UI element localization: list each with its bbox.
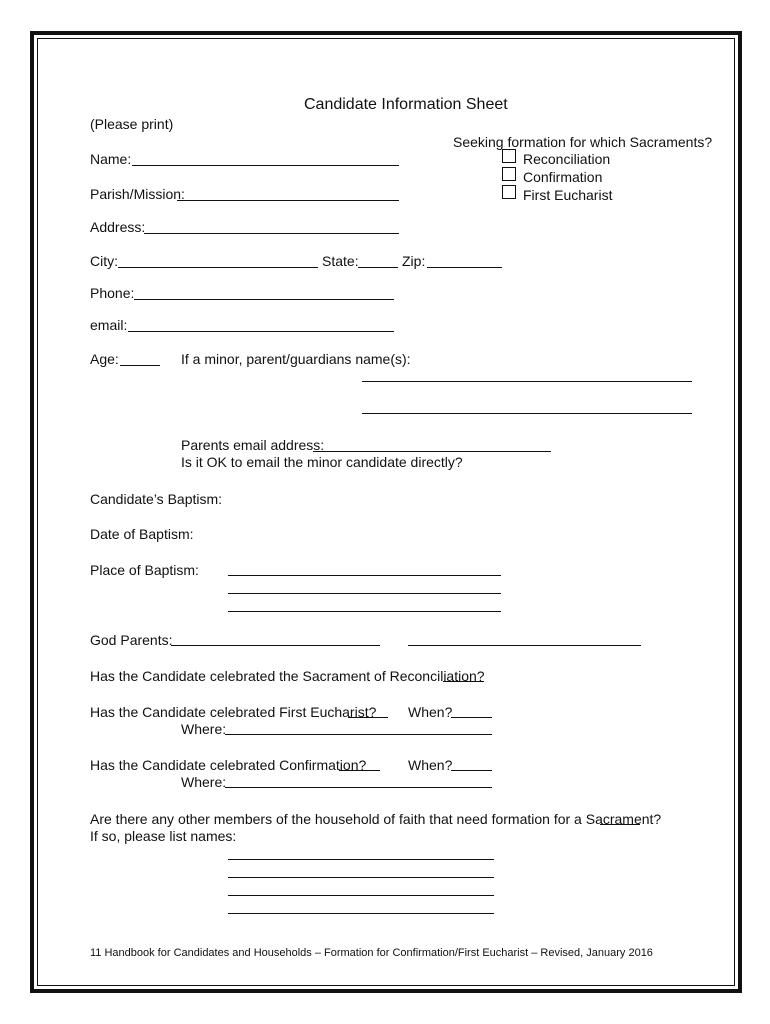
parents-email-field[interactable] <box>313 451 551 452</box>
sacraments-heading: Seeking formation for which Sacraments? <box>453 134 713 150</box>
first-eucharist-question: Has the Candidate celebrated First Eucharist? <box>90 704 377 720</box>
phone-field[interactable] <box>134 299 394 300</box>
baptism-label: Candidate’s Baptism: <box>90 491 223 507</box>
reconciliation-question: Has the Candidate celebrated the Sacrament of Reconciliation? <box>90 668 485 684</box>
name-label: Name: <box>90 151 132 167</box>
zip-field[interactable] <box>427 267 502 268</box>
parish-label: Parish/Mission: <box>90 186 185 202</box>
address-field[interactable] <box>144 233 399 234</box>
god-parents-label: God Parents: <box>90 632 173 648</box>
household-name-field-1[interactable] <box>228 859 494 860</box>
guardian-name-field-2[interactable] <box>362 413 692 414</box>
city-label: City: <box>90 253 118 269</box>
email-label: email: <box>90 317 128 333</box>
confirmation-when-label: When? <box>408 757 453 773</box>
baptism-place-label: Place of Baptism: <box>90 562 199 578</box>
first-eucharist-label: First Eucharist <box>523 187 613 203</box>
confirmation-when-field[interactable] <box>451 770 492 771</box>
reconciliation-label: Reconciliation <box>523 151 611 167</box>
first-eucharist-where-field[interactable] <box>225 734 492 735</box>
confirmation-answer-field[interactable] <box>339 770 380 771</box>
first-eucharist-checkbox[interactable] <box>502 185 516 199</box>
phone-label: Phone: <box>90 285 135 301</box>
confirmation-label: Confirmation <box>523 169 603 185</box>
god-parent-field-2[interactable] <box>408 645 641 646</box>
first-eucharist-when-field[interactable] <box>451 717 492 718</box>
list-names-label: If so, please list names: <box>90 828 237 844</box>
guardian-label: If a minor, parent/guardians name(s): <box>181 351 411 367</box>
first-eucharist-where-label: Where: <box>181 721 227 737</box>
address-label: Address: <box>90 219 146 235</box>
reconciliation-answer-field[interactable] <box>443 681 484 682</box>
guardian-name-field-1[interactable] <box>362 381 692 382</box>
confirmation-where-field[interactable] <box>225 787 492 788</box>
page-footer: 11 Handbook for Candidates and Households – Formation for Confirmation/First Eucharist – Revised, January 2016 <box>90 947 653 959</box>
confirmation-question: Has the Candidate celebrated Confirmation? <box>90 757 367 773</box>
household-name-field-4[interactable] <box>228 913 494 914</box>
state-label: State: <box>322 253 359 269</box>
confirmation-where-label: Where: <box>181 774 227 790</box>
household-name-field-3[interactable] <box>228 895 494 896</box>
parents-email-label: Parents email address: <box>181 437 325 453</box>
please-print-note: (Please print) <box>90 116 174 132</box>
ok-email-question: Is it OK to email the minor candidate directly? <box>181 454 463 470</box>
god-parent-field-1[interactable] <box>171 645 380 646</box>
email-field[interactable] <box>128 331 394 332</box>
baptism-place-field-2[interactable] <box>228 593 501 594</box>
household-answer-field[interactable] <box>600 824 640 825</box>
reconciliation-checkbox[interactable] <box>502 149 516 163</box>
first-eucharist-answer-field[interactable] <box>348 717 388 718</box>
form-title: Candidate Information Sheet <box>304 96 508 113</box>
parish-field[interactable] <box>177 200 399 201</box>
age-label: Age: <box>90 351 119 367</box>
baptism-place-field-1[interactable] <box>228 575 501 576</box>
zip-label: Zip: <box>402 253 426 269</box>
household-question: Are there any other members of the household of faith that need formation for a Sacrament? <box>90 811 662 827</box>
baptism-place-field-3[interactable] <box>228 611 501 612</box>
confirmation-checkbox[interactable] <box>502 167 516 181</box>
age-field[interactable] <box>120 365 160 366</box>
baptism-date-label: Date of Baptism: <box>90 526 194 542</box>
first-eucharist-when-label: When? <box>408 704 453 720</box>
state-field[interactable] <box>358 267 398 268</box>
name-field[interactable] <box>132 165 399 166</box>
household-name-field-2[interactable] <box>228 877 494 878</box>
city-field[interactable] <box>118 267 318 268</box>
